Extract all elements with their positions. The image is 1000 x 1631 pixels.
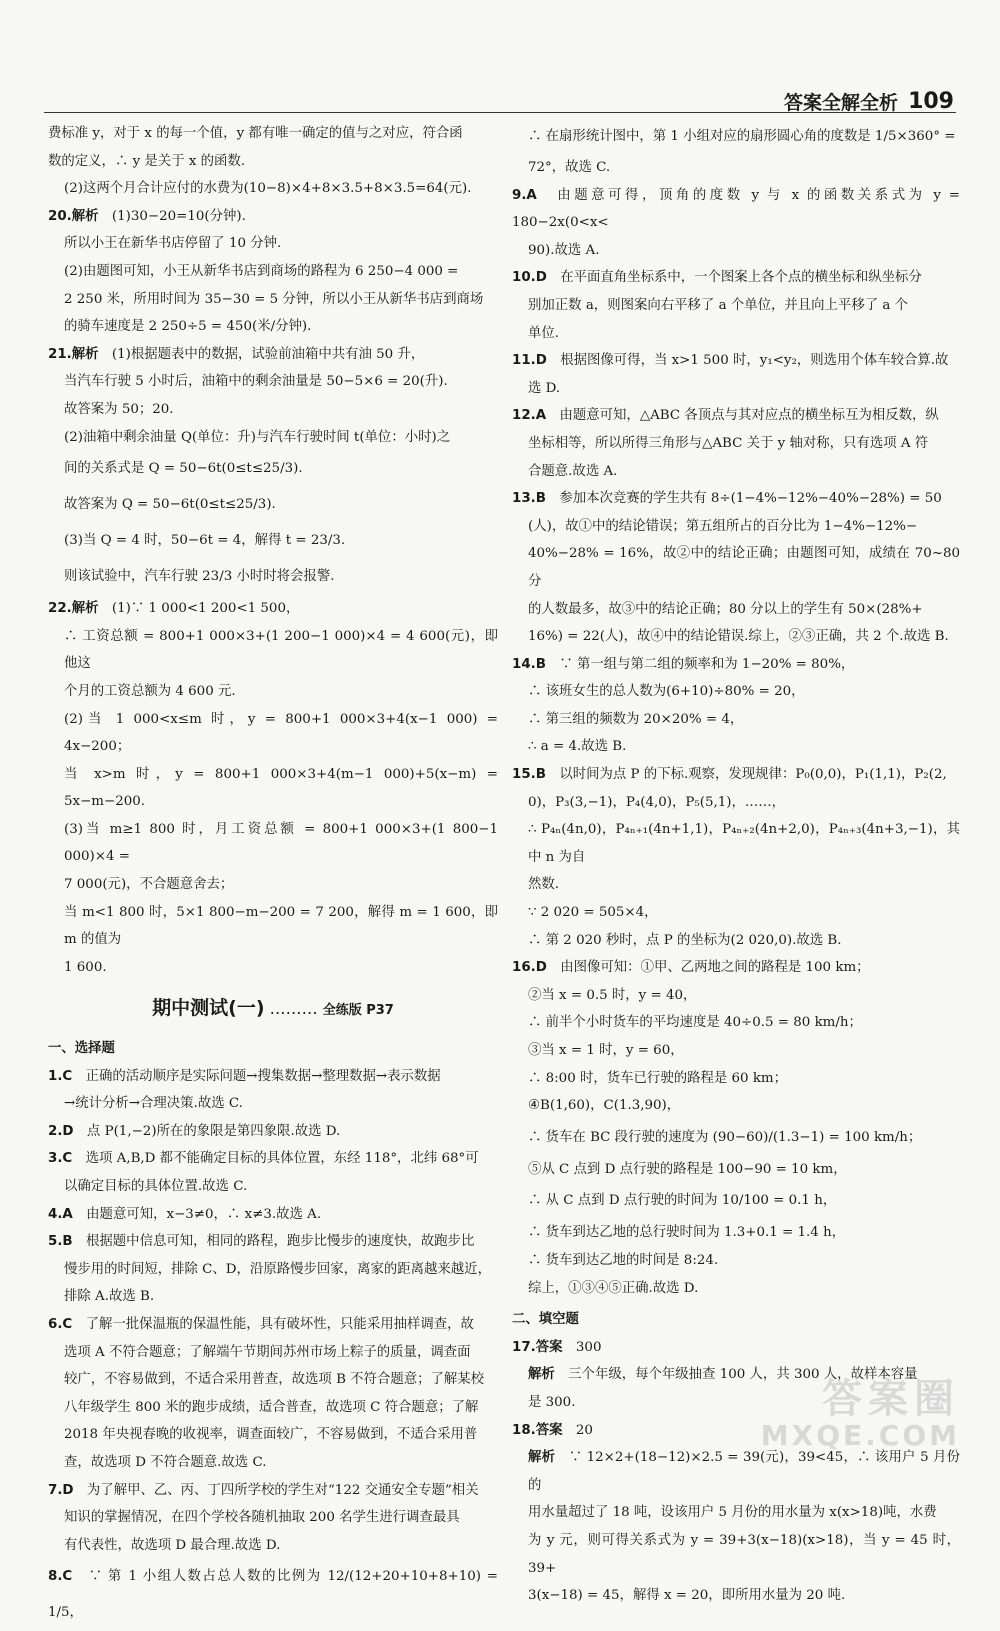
text-line: (1)∵ 1 000<1 200<1 500， (111, 601, 300, 617)
text-line: 40%−28% = 16%，故②中的结论正确；由题图可知，成绩在 70~80 分 (528, 546, 960, 589)
text-line: 八年级学生 800 米的跑步成绩，适合普查，故选项 C 符合题意；了解 (64, 1399, 479, 1415)
section-heading (48, 995, 498, 1025)
text-line: ∴ 第 2 020 秒时，点 P 的坐标为(2 020,0).故选 B. (528, 932, 842, 948)
text-line: 选项 A 不符合题意；了解端午节期间苏州市场上粽子的质量，调查面 (64, 1344, 471, 1360)
text-line: 为 y 元，则可得关系式为 y = 39+3(x−18)(x>18)，当 y = 45 时，39+ (528, 1532, 960, 1576)
text-line: ∴ 货车到达乙地的总行驶时间为 1.3+0.1 = 1.4 h， (528, 1225, 846, 1241)
text-line: (1)30−20=10(分钟). (111, 208, 246, 224)
answer-8 (48, 1559, 498, 1631)
answer-2 (48, 1118, 498, 1146)
header-title: 答案全解全析 (784, 92, 899, 114)
text-line: 当 x>m 时，y = 800+1 000×3+4(m−1 000)+5(x−m) = 5x−m−200. (64, 766, 498, 810)
text-line: ∵ 12×2+(18−12)×2.5 = 39(元)，39<45，∴ 该用户 5 月份的 (528, 1450, 961, 1493)
text-line: 别加正数 a，则图案向右平移了 a 个单位，并且向上平移了 a 个 (528, 297, 908, 313)
text-line: 然数. (528, 877, 560, 893)
section-title: 期中测试(一) (152, 997, 265, 1020)
text-line: (3)当 m≥1 800 时，月工资总额 = 800+1 000×3+(1 800−1 000)×4 = (64, 821, 498, 865)
text-line: ⑤从 C 点到 D 点行驶的路程是 100−90 = 10 km， (528, 1161, 847, 1177)
text-line: 以时间为点 P 的下标.观察，发现规律：P₀(0,0)，P₁(1,1)，P₂(2, (559, 767, 947, 783)
text-line: 坐标相等，所以所得三角形与△ABC 关于 y 轴对称，只有选项 A 符 (528, 435, 929, 451)
question-number: 13.B (512, 491, 546, 507)
text-line: 选 D. (528, 380, 561, 396)
page-number: 109 (908, 89, 954, 114)
answer-22 (48, 595, 498, 623)
left-column (48, 120, 498, 1631)
text-line: ∴ 工资总额 = 800+1 000×3+(1 200−1 000)×4 = 4 600(元)，即他这 (64, 628, 498, 672)
text-line: 在平面直角坐标系中，一个图案上各个点的横坐标和纵坐标分 (560, 270, 922, 286)
watermark (761, 1377, 960, 1452)
text-line: 则该试验中，汽车行驶 23/3 小时时将会报警. (64, 569, 335, 585)
answer-14 (512, 651, 960, 679)
text-line: ∴ 从 C 点到 D 点行驶的时间为 10/100 = 0.1 h， (528, 1193, 837, 1209)
text-line: 的人数最多，故③中的结论正确；80 分以上的学生有 50×(28%+ (528, 601, 923, 617)
text-line: 当 m<1 800 时，5×1 800−m−200 = 7 200，解得 m = 1 600，即 m 的值为 (64, 904, 498, 948)
text-line: 2018 年央视春晚的收视率，调查面较广，不容易做到，不适合采用普 (64, 1427, 478, 1443)
text-line: ∵ 第一组与第二组的频率和为 1−20% = 80%， (559, 656, 855, 672)
text-line: 综上，①③④⑤正确.故选 D. (528, 1280, 699, 1296)
text-line: 故答案为 Q = 50−6t(0≤t≤25/3). (64, 497, 276, 513)
question-number: 15.B (512, 767, 546, 783)
text-line: 单位. (528, 325, 560, 341)
text-line: 有代表性，故选项 D 最合理.故选 D. (64, 1537, 281, 1553)
text-line: 正确的活动顺序是实际问题→搜集数据→整理数据→表示数据 (85, 1068, 441, 1084)
text-line: ④B(1,60)，C(1.3,90)， (528, 1098, 681, 1114)
answer-12 (512, 402, 960, 430)
text-line: (2)油箱中剩余油量 Q(单位：升)与汽车行驶时间 t(单位：小时)之 (64, 429, 451, 445)
question-number: 8.C (48, 1569, 73, 1585)
explanation-label: 解析 (528, 1367, 555, 1383)
answer-7 (48, 1477, 498, 1505)
section-dots: ……… (269, 999, 318, 1019)
question-number: 14.B (512, 656, 546, 672)
answer-11 (512, 347, 960, 375)
text-line: ②当 x = 0.5 时，y = 40， (528, 987, 697, 1003)
text-line: 90).故选 A. (528, 242, 600, 258)
text-line: 较广，不容易做到，不适合采用普查，故选项 B 不符合题意；了解某校 (64, 1372, 485, 1388)
answer-21 (48, 341, 498, 369)
text-line: 数的定义，∴ y 是关于 x 的函数. (48, 153, 246, 169)
text-line: 慢步用的时间短，排除 C、D，沿原路慢步回家，离家的距离越来越近， (64, 1261, 491, 1277)
question-number: 2.D (48, 1123, 74, 1139)
answer-3 (48, 1145, 498, 1173)
text-line: 排除 A.故选 B. (64, 1289, 155, 1305)
text-line: ∴ 该班女生的总人数为(6+10)÷80% = 20， (528, 684, 805, 700)
text-line: 用水量超过了 18 吨，设该用户 5 月份的用水量为 x(x>18)吨，水费 (528, 1505, 937, 1521)
question-number: 7.D (48, 1482, 74, 1498)
text-line: (3)当 Q = 4 时，50−6t = 4，解得 t = 23/3. (64, 533, 346, 549)
answer-17 (512, 1334, 960, 1362)
text-line: 300 (575, 1339, 602, 1355)
answer-15 (512, 761, 960, 789)
text-line: 了解一批保温瓶的保温性能，具有破坏性，只能采用抽样调查，故 (85, 1316, 474, 1332)
question-number: 12.A (512, 408, 547, 424)
text-line: 当汽车行驶 5 小时后，油箱中的剩余油量是 50−5×6 = 20(升). (64, 374, 448, 390)
section-reference: 全练版 P37 (322, 1003, 394, 1019)
question-number: 3.C (48, 1151, 73, 1167)
text-line: 由题意可知，△ABC 各顶点与其对应点的横坐标互为相反数，纵 (559, 408, 939, 424)
text-line: 72°，故选 C. (528, 160, 611, 175)
text-line: →统计分析→合理决策.故选 C. (64, 1096, 243, 1112)
text-line: 个月的工资总额为 4 600 元. (64, 683, 236, 699)
question-number: 21.解析 (48, 346, 99, 362)
text-line: (1)根据题表中的数据，试验前油箱中共有油 50 升， (111, 346, 425, 362)
question-number: 6.C (48, 1316, 73, 1332)
page-header (784, 88, 954, 115)
text-line: ∴ a = 4.故选 B. (528, 739, 627, 755)
text-line: 参加本次竞赛的学生共有 8÷(1−4%−12%−40%−28%) = 50 (559, 491, 942, 507)
watermark-line: 答案圈 (822, 1376, 960, 1423)
explanation-label: 解析 (528, 1450, 556, 1466)
subsection-title: 二、填空题 (512, 1312, 579, 1328)
answer-4 (48, 1201, 498, 1229)
text-line: 费标准 y，对于 x 的每一个值，y 都有唯一确定的值与之对应，符合函 (48, 126, 463, 141)
text-line: ∴ 在扇形统计图中，第 1 小组对应的扇形圆心角的度数是 1/5×360° = (528, 129, 956, 144)
text-line: 是 300. (528, 1394, 576, 1410)
text-line: 的骑车速度是 2 250÷5 = 450(米/分钟). (64, 319, 312, 335)
answer-9 (512, 182, 960, 237)
question-number: 17.答案 (512, 1339, 563, 1355)
answer-1 (48, 1063, 498, 1091)
text-line: 间的关系式是 Q = 50−6t(0≤t≤25/3). (64, 461, 303, 477)
text-line: ∴ 8:00 时，货车已行驶的路程是 60 km； (528, 1070, 788, 1086)
text-line: 由题意可得，顶角的度数 y 与 x 的函数关系式为 y = 180−2x(0<x< (512, 187, 960, 231)
text-line: (2)由题图可知，小王从新华书店到商场的路程为 6 250−4 000 = (64, 263, 459, 279)
text-line: 根据题中信息可知，相同的路程，跑步比慢步的速度快，故跑步比 (86, 1234, 475, 1250)
text-line: 根据图像可得，当 x>1 500 时，y₁<y₂，则选用个体车较合算.故 (560, 353, 949, 369)
question-number: 4.A (48, 1206, 73, 1222)
text-line: 16%) = 22(人)，故④中的结论错误.综上，②③正确，共 2 个.故选 B. (528, 629, 949, 645)
text-line: ∵ 2 020 = 505×4， (528, 905, 658, 921)
text-line: ∴ 货车在 BC 段行驶的速度为 (90−60)/(1.3−1) = 100 km/h； (528, 1129, 922, 1145)
text-line: ∴ 前半个小时货车的平均速度是 40÷0.5 = 80 km/h； (528, 1015, 862, 1031)
explanation-18 (512, 1444, 960, 1499)
text-line: (2)当 1 000<x≤m 时，y = 800+1 000×3+4(x−1 000) = 4x−200； (64, 711, 498, 755)
text-line: (人)，故①中的结论错误；第五组所占的百分比为 1−4%−12%− (528, 518, 918, 534)
text-line: ∴ 货车到达乙地的时间是 8:24. (528, 1252, 719, 1268)
text-line: 点 P(1,−2)所在的象限是第四象限.故选 D. (86, 1123, 341, 1139)
text-line: 7 000(元)，不合题意舍去； (64, 877, 234, 893)
question-number: 22.解析 (48, 601, 99, 617)
header-rule (44, 112, 956, 113)
answer-13 (512, 485, 960, 513)
text-line: 20 (575, 1422, 593, 1438)
answer-10 (512, 264, 960, 292)
question-number: 5.B (48, 1234, 73, 1250)
text-line: 0)，P₃(3,−1)，P₄(4,0)，P₅(5,1)，……， (528, 794, 786, 810)
watermark-line: MXQE.COM (760, 1419, 960, 1453)
text-line: ∴ P₄ₙ(4n,0)，P₄ₙ₊₁(4n+1,1)，P₄ₙ₊₂(4n+2,0)，P₄ₙ₊₃(4n+3,−1)，其中 n 为自 (528, 822, 960, 865)
subsection-title: 一、选择题 (48, 1041, 115, 1057)
text-line: 为了解甲、乙、丙、丁四所学校的学生对“122 交通安全专题”相关 (86, 1482, 479, 1498)
text-line: (2)这两个月合计应付的水费为(10−8)×4+8×3.5+8×3.5=64(元). (64, 181, 472, 197)
text-line: 所以小王在新华书店停留了 10 分钟. (64, 236, 282, 252)
text-line: 由题意可知，x−3≠0，∴ x≠3.故选 A. (86, 1206, 322, 1222)
question-number: 11.D (512, 353, 547, 369)
text-line: ∴ 第三组的频数为 20×20% = 4， (528, 711, 744, 727)
text-line: 故答案为 50；20. (64, 401, 174, 417)
question-number: 1.C (48, 1068, 73, 1084)
text-line: 由图像可知：①甲、乙两地之间的路程是 100 km； (560, 960, 870, 976)
answer-20 (48, 203, 498, 231)
question-number: 16.D (512, 960, 547, 976)
text-line: 1 600. (64, 959, 107, 975)
text-line: 合题意.故选 A. (528, 463, 618, 479)
question-number: 18.答案 (512, 1422, 563, 1438)
text-line: 以确定目标的具体位置.故选 C. (64, 1179, 248, 1194)
text-line: 查，故选项 D 不符合题意.故选 C. (64, 1454, 267, 1470)
question-number: 9.A (512, 187, 537, 203)
text-line: 知识的掌握情况，在四个学校各随机抽取 200 名学生进行调查最具 (64, 1510, 460, 1526)
answer-6 (48, 1311, 498, 1339)
text-line: 3(x−18) = 45，解得 x = 20，即所用水量为 20 吨. (528, 1588, 846, 1604)
text-line: ∵ 第 1 小组人数占总人数的比例为 12/(12+20+10+8+10) = 1/5， (48, 1569, 499, 1621)
answer-5 (48, 1228, 498, 1256)
text-line: 选项 A,B,D 都不能确定目标的具体位置，东经 118°，北纬 68°可 (85, 1151, 479, 1167)
question-number: 10.D (512, 270, 547, 286)
text-line: 三个年级，每个年级抽查 100 人，共 300 人，故样本容量 (568, 1367, 918, 1383)
answer-16 (512, 954, 960, 982)
question-number: 20.解析 (48, 208, 99, 224)
text-line: ③当 x = 1 时，y = 60， (528, 1043, 684, 1058)
text-line: 2 250 米，所用时间为 35−30 = 5 分钟，所以小王从新华书店到商场 (64, 291, 484, 307)
